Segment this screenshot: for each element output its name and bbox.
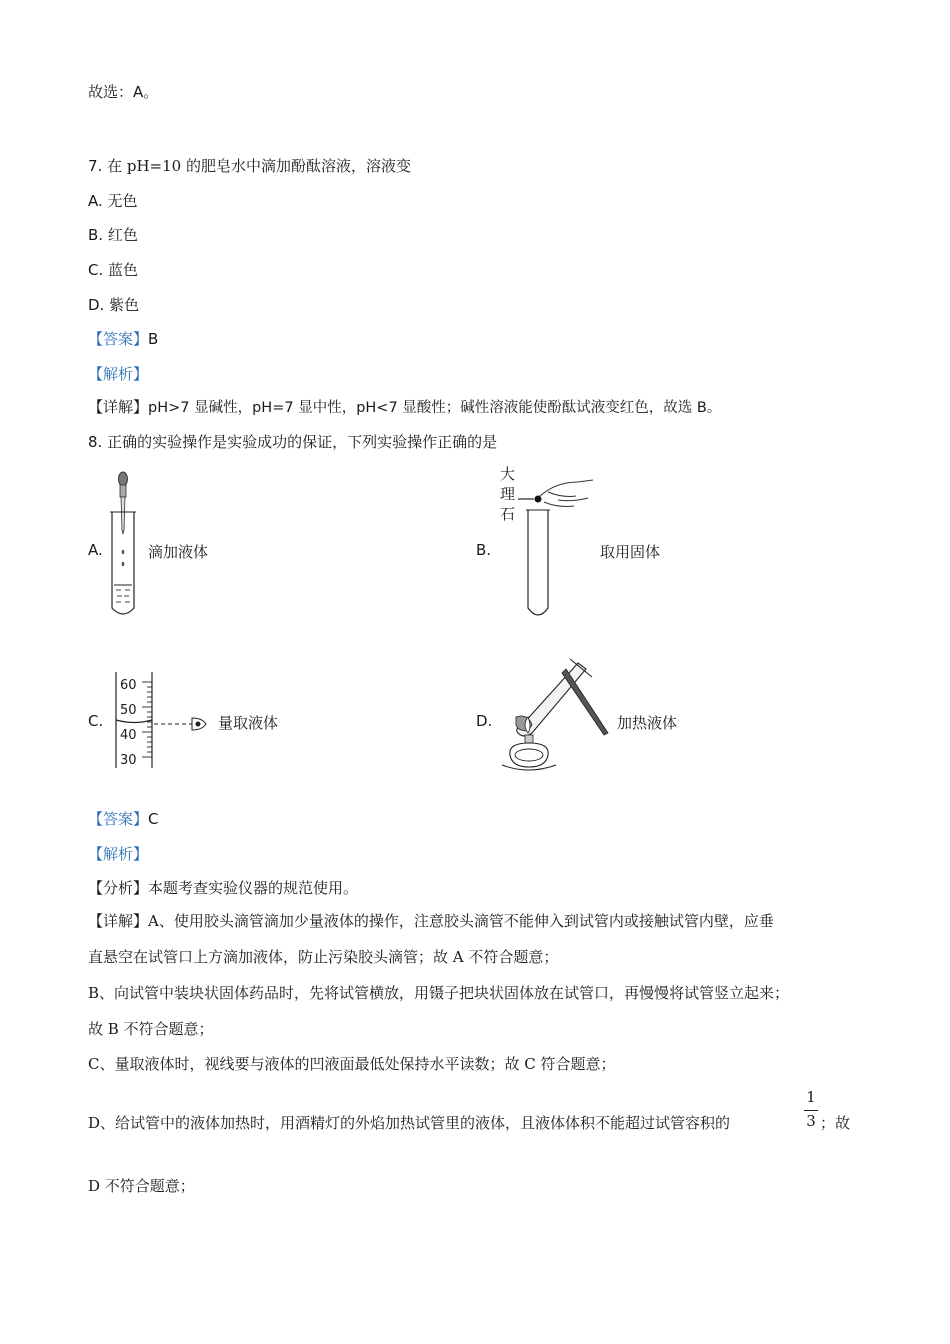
q7-answer: B	[148, 330, 159, 348]
q8-answer-line	[88, 809, 159, 829]
q8-option-d-letter: D.	[476, 712, 493, 730]
q7-option-c	[88, 260, 138, 280]
cylinder-scale	[120, 673, 137, 773]
q8-detail-line-6: D、给试管中的液体加热时，用酒精灯的外焰加热试管里的液体，且液体体积不能超过试管容积的	[88, 1114, 731, 1132]
option-text: 无色	[107, 192, 138, 210]
prev-answer-line	[88, 82, 158, 102]
fraction-bar	[804, 1110, 818, 1111]
marble-label-char: 大	[500, 465, 516, 483]
q8-number: 8.	[88, 433, 103, 451]
marble-label-char: 石	[500, 505, 516, 523]
q8-detail-line-7: D 不符合题意；	[88, 1177, 195, 1195]
fenxi-tag: 【分析】	[88, 879, 149, 897]
q8-detail-line-6-tail: ；故	[820, 1114, 851, 1132]
q8-option-d-caption: 加热液体	[617, 714, 678, 732]
scale-label: 60	[120, 678, 137, 693]
q8-fenxi-line	[88, 878, 358, 898]
q7-option-b	[88, 225, 138, 245]
option-letter: C.	[88, 261, 104, 279]
option-letter: A.	[88, 192, 103, 210]
scale-label: 30	[120, 753, 137, 768]
option-text: 紫色	[109, 296, 140, 314]
q8-analysis-tag: 【解析】	[88, 845, 149, 863]
q7-option-a	[88, 191, 138, 211]
test-tube-solid-figure	[518, 470, 598, 620]
option-letter: B.	[88, 226, 104, 244]
q7-answer-line	[88, 329, 158, 349]
q7-stem-line	[88, 156, 411, 176]
fraction-numerator: 1	[806, 1088, 816, 1106]
q8-option-b-caption: 取用固体	[600, 543, 661, 561]
answer-tag: 【答案】	[88, 810, 149, 828]
q8-option-a-caption: 滴加液体	[148, 543, 209, 561]
heating-liquid-figure	[498, 655, 618, 773]
q7-number: 7.	[88, 157, 103, 175]
detail-tag: 【详解】	[88, 912, 149, 930]
option-letter: D.	[88, 296, 105, 314]
q7-detail: pH>7 显碱性，pH=7 显中性，pH<7 显酸性；碱性溶液能使酚酞试液变红色，故选 B。	[148, 400, 722, 416]
detail-tag: 【详解】	[88, 398, 149, 416]
prev-answer-value: A。	[133, 83, 159, 101]
q7-analysis-tag: 【解析】	[88, 365, 149, 383]
q8-fenxi: 本题考查实验仪器的规范使用。	[148, 879, 359, 897]
marble-label	[500, 464, 515, 524]
detail-text: A、使用胶头滴管滴加少量液体的操作，注意胶头滴管不能伸入到试管内或接触试管内壁，应垂	[148, 912, 774, 930]
fraction-denominator: 3	[806, 1112, 816, 1130]
dropper-test-tube-figure	[108, 470, 138, 618]
answer-tag: 【答案】	[88, 330, 149, 348]
q8-detail-line-4: 故 B 不符合题意；	[88, 1020, 214, 1038]
q7-option-d	[88, 295, 139, 315]
q7-stem: 在 pH=10 的肥皂水中滴加酚酞溶液，溶液变	[107, 157, 411, 175]
q8-option-a-letter: A.	[88, 541, 103, 559]
prev-answer-label: 故选：	[88, 83, 134, 101]
option-text: 红色	[107, 226, 138, 244]
q8-option-c-caption: 量取液体	[218, 714, 279, 732]
q8-option-c-letter: C.	[88, 712, 104, 730]
option-text: 蓝色	[108, 261, 139, 279]
q8-option-b-letter: B.	[476, 541, 492, 559]
scale-label: 40	[120, 728, 137, 743]
marble-label-char: 理	[500, 485, 516, 503]
q7-detail-line	[88, 397, 721, 418]
q8-detail-line-2: 直悬空在试管口上方滴加液体，防止污染胶头滴管；故 A 不符合题意；	[88, 948, 559, 966]
q8-answer: C	[148, 810, 159, 828]
q8-stem-line	[88, 432, 497, 452]
q8-detail-line-1	[88, 911, 774, 931]
q8-stem: 正确的实验操作是实验成功的保证，下列实验操作正确的是	[107, 433, 498, 451]
scale-label: 50	[120, 703, 137, 718]
q8-detail-line-5: C、量取液体时，视线要与液体的凹液面最低处保持水平读数；故 C 符合题意；	[88, 1055, 616, 1073]
q8-detail-line-3: B、向试管中装块状固体药品时，先将试管横放，用镊子把块状固体放在试管口，再慢慢将试管竖立起来；	[88, 984, 790, 1002]
